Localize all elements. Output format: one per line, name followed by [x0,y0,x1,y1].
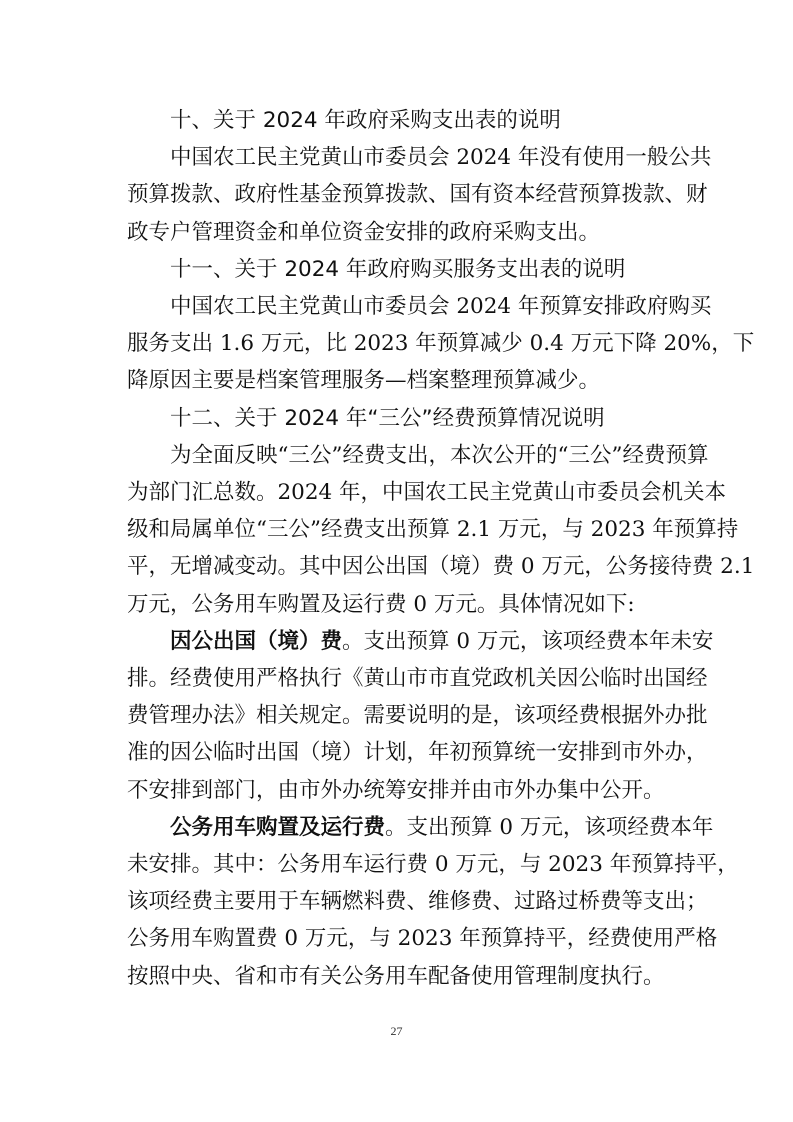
page-number: 27 [390,1024,403,1038]
overseas-paragraph-line-2: 排。经费使用严格执行《黄山市市直党政机关因公临时出国经 [127,666,708,691]
section-12-intro-line-2: 为部门汇总数。2024 年，中国农工民主党黄山市委员会机关本 [127,480,727,505]
section-11-line-3: 降原因主要是档案管理服务—档案整理预算减少。 [127,368,601,393]
vehicle-bold-label: 公务用车购置及运行费 [170,815,386,840]
vehicle-paragraph-line-5: 按照中央、省和市有关公务用车配备使用管理制度执行。 [127,964,665,989]
section-11-heading: 十一、关于 2024 年政府购买服务支出表的说明 [170,257,626,282]
section-10-line-2: 预算拨款、政府性基金预算拨款、国有资本经营预算拨款、财 [127,182,708,207]
section-12-intro-line-5: 万元，公务用车购置及运行费 0 万元。具体情况如下: [127,592,635,617]
section-12-intro-line-4: 平，无增减变动。其中因公出国（境）费 0 万元，公务接待费 2.1 [127,554,755,579]
vehicle-paragraph-line-1 [170,808,714,848]
overseas-paragraph-line-3: 费管理办法》相关规定。需要说明的是，该项经费根据外办批 [127,703,708,728]
overseas-bold-label: 因公出国（境）费 [170,629,343,654]
vehicle-paragraph-line-2: 未安排。其中：公务用车运行费 0 万元，与 2023 年预算持平， [127,852,739,877]
section-12-heading: 十二、关于 2024 年“三公”经费预算情况说明 [170,406,605,431]
section-10-heading: 十、关于 2024 年政府采购支出表的说明 [170,108,561,133]
section-10-line-1: 中国农工民主党黄山市委员会 2024 年没有使用一般公共 [170,145,712,170]
section-12-intro-line-3: 级和局属单位“三公”经费支出预算 2.1 万元，与 2023 年预算持 [127,517,739,542]
vehicle-paragraph-line-3: 该项经费主要用于车辆燃料费、维修费、过路过桥费等支出； [127,889,708,914]
overseas-paragraph-line-4: 准的因公临时出国（境）计划，年初预算统一安排到市外办， [127,740,708,765]
overseas-first-line-rest: 。支出预算 0 万元，该项经费本年未安 [342,629,714,654]
vehicle-first-line-rest: 。支出预算 0 万元，该项经费本年 [385,815,714,840]
vehicle-paragraph-line-4: 公务用车购置费 0 万元，与 2023 年预算持平，经费使用严格 [127,926,718,951]
overseas-paragraph-line-1 [170,622,714,662]
section-11-line-2: 服务支出 1.6 万元，比 2023 年预算减少 0.4 万元下降 20%，下 [127,331,755,356]
section-12-intro-line-1: 为全面反映“三公”经费支出，本次公开的“三公”经费预算 [170,443,709,468]
section-11-line-1: 中国农工民主党黄山市委员会 2024 年预算安排政府购买 [170,294,712,319]
overseas-paragraph-line-5: 不安排到部门，由市外办统筹安排并由市外办集中公开。 [127,778,665,803]
section-10-line-3: 政专户管理资金和单位资金安排的政府采购支出。 [127,220,601,245]
